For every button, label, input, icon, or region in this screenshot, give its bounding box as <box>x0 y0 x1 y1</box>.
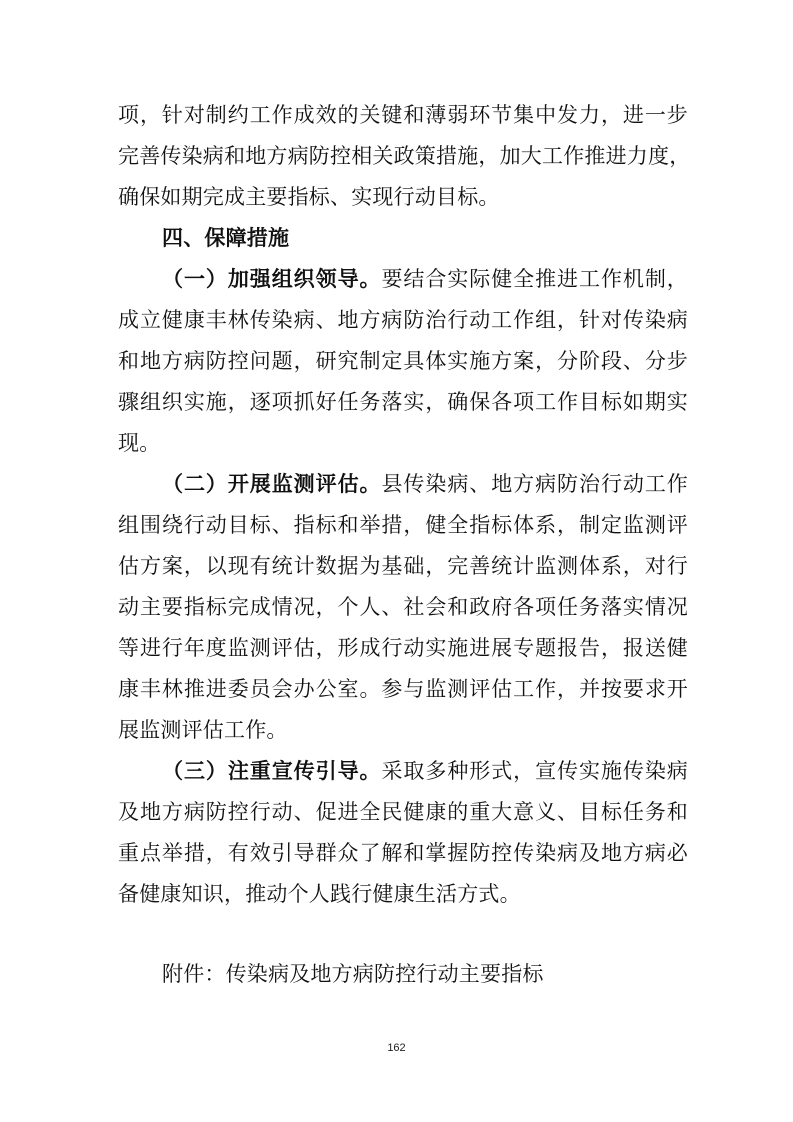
paragraph-3-first-line <box>162 757 688 785</box>
body-line: 现。 <box>118 431 161 455</box>
paragraph-1-first-line <box>162 265 688 293</box>
body-line: 成立健康丰林传染病、地方病防治行动工作组，针对传染病 <box>118 308 688 332</box>
attachment-note: 附件：传染病及地方病防控行动主要指标 <box>162 962 544 986</box>
subheading-2: （二）开展监测评估。 <box>162 471 382 496</box>
body-line: 等进行年度监测评估，形成行动实施进展专题报告，报送健 <box>118 636 688 660</box>
paragraph-1-text: 要结合实际健全推进工作机制， <box>381 267 688 291</box>
page-number: 162 <box>387 1042 406 1054</box>
subheading-1: （一）加强组织领导。 <box>162 266 382 291</box>
body-line: 及地方病防控行动、促进全民健康的重大意义、目标任务和 <box>118 800 688 824</box>
body-line: 组围绕行动目标、指标和举措，健全指标体系，制定监测评 <box>118 513 688 537</box>
body-line: 康丰林推进委员会办公室。参与监测评估工作，并按要求开 <box>118 677 688 701</box>
paragraph-2-text: 县传染病、地方病防治行动工作 <box>381 472 688 496</box>
body-line: 备健康知识，推动个人践行健康生活方式。 <box>118 882 521 906</box>
body-line: 展监测评估工作。 <box>118 718 288 742</box>
body-line: 动主要指标完成情况，个人、社会和政府各项任务落实情况 <box>118 595 688 619</box>
section-heading: 四、保障措施 <box>162 226 290 250</box>
body-line: 确保如期完成主要指标、实现行动目标。 <box>118 185 500 209</box>
paragraph-3-text: 采取多种形式，宣传实施传染病 <box>381 759 688 783</box>
paragraph-2-first-line <box>162 470 688 498</box>
body-line: 项，针对制约工作成效的关键和薄弱环节集中发力，进一步 <box>118 103 688 127</box>
body-line: 骤组织实施，逐项抓好任务落实，确保各项工作目标如期实 <box>118 390 688 414</box>
body-line: 估方案，以现有统计数据为基础，完善统计监测体系，对行 <box>118 554 688 578</box>
body-line: 和地方病防控问题，研究制定具体实施方案，分阶段、分步 <box>118 349 688 373</box>
body-line: 重点举措，有效引导群众了解和掌握防控传染病及地方病必 <box>118 841 688 865</box>
body-line: 完善传染病和地方病防控相关政策措施，加大工作推进力度， <box>118 144 691 168</box>
subheading-3: （三）注重宣传引导。 <box>162 758 382 783</box>
